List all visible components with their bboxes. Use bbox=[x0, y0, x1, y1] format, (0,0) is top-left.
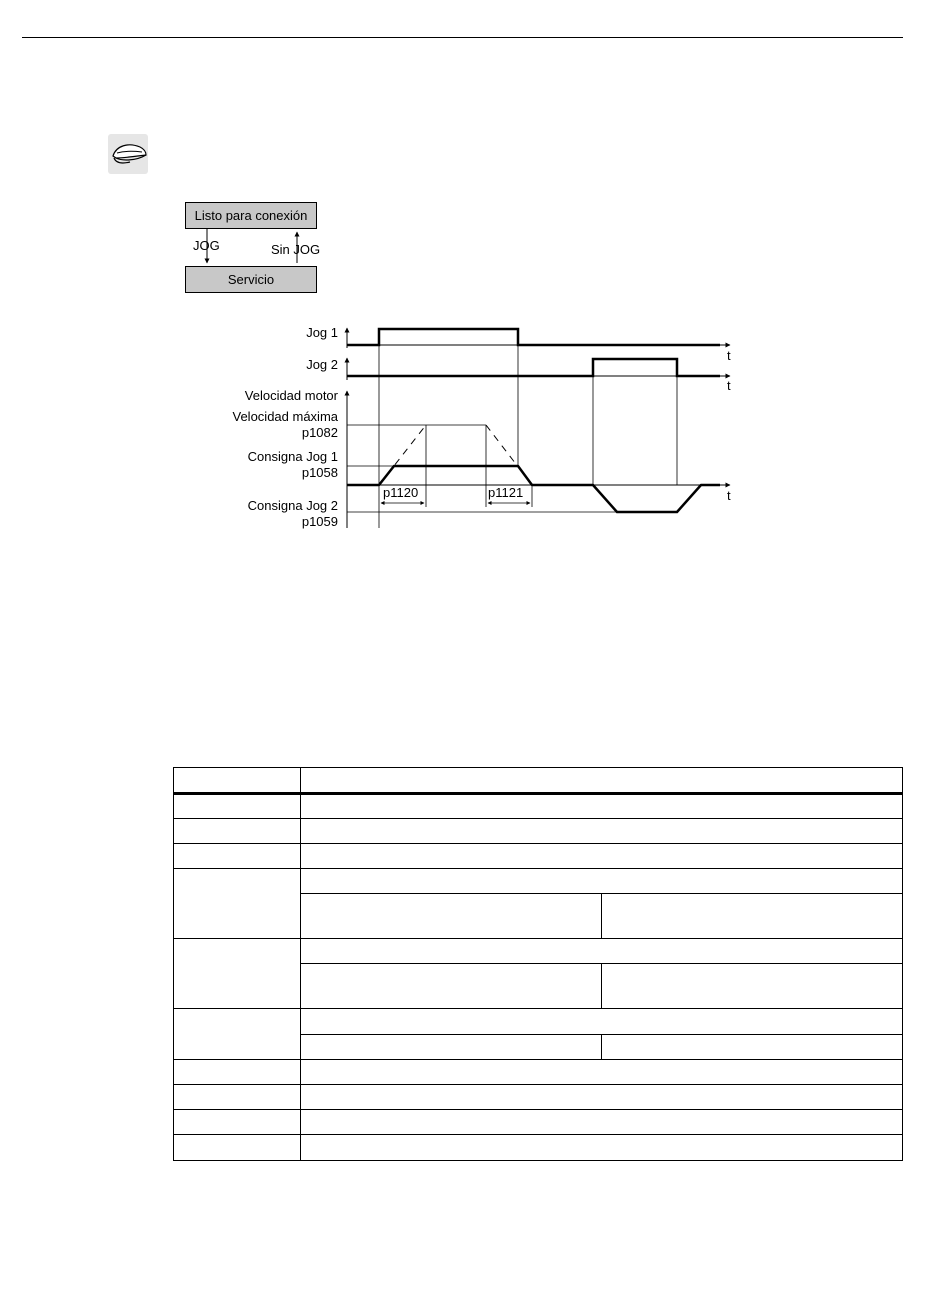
max-speed-param: p1082 bbox=[301, 425, 338, 440]
table-cell bbox=[301, 794, 903, 819]
table-cell bbox=[174, 794, 301, 819]
table-row bbox=[174, 1085, 903, 1110]
table-cell bbox=[174, 844, 301, 869]
table-cell bbox=[174, 768, 301, 794]
table-cell bbox=[301, 768, 903, 794]
jog2-setpoint-param: p1059 bbox=[301, 514, 338, 529]
jog1-t-label: t bbox=[727, 348, 731, 363]
table-cell bbox=[602, 1035, 903, 1060]
table-cell bbox=[301, 939, 903, 964]
jog2-setpoint-label: Consigna Jog 2 bbox=[247, 498, 338, 513]
transition-no-jog-label: Sin JOG bbox=[271, 242, 321, 257]
speed-t-label: t bbox=[727, 488, 731, 503]
table-cell bbox=[301, 1135, 903, 1161]
table-row bbox=[174, 939, 903, 964]
table-cell bbox=[174, 869, 301, 939]
table-cell bbox=[174, 1009, 301, 1060]
table-cell bbox=[174, 1135, 301, 1161]
max-speed-label: Velocidad máxima bbox=[232, 409, 338, 424]
table-cell bbox=[301, 869, 903, 894]
table-header-row bbox=[174, 768, 903, 794]
table-row bbox=[174, 1060, 903, 1085]
table-cell bbox=[602, 894, 903, 939]
table-cell bbox=[174, 1060, 301, 1085]
state-ready-box: Listo para conexión bbox=[185, 202, 317, 229]
table-row bbox=[174, 1135, 903, 1161]
table-cell bbox=[174, 1085, 301, 1110]
parameter-table bbox=[173, 767, 903, 1161]
table-cell bbox=[174, 819, 301, 844]
table-cell bbox=[301, 894, 602, 939]
table-cell bbox=[301, 1060, 903, 1085]
table-cell bbox=[301, 1035, 602, 1060]
jog1-setpoint-param: p1058 bbox=[301, 465, 338, 480]
table-cell bbox=[174, 1110, 301, 1135]
table-cell bbox=[301, 1085, 903, 1110]
transition-jog-label: JOG bbox=[193, 238, 220, 253]
table-row bbox=[174, 794, 903, 819]
table-row bbox=[174, 819, 903, 844]
table-row bbox=[174, 1110, 903, 1135]
motor-speed-label: Velocidad motor bbox=[244, 388, 338, 403]
ramp-down-param: p1121 bbox=[488, 485, 524, 500]
table-cell bbox=[301, 819, 903, 844]
ramp-up-param: p1120 bbox=[383, 485, 419, 500]
jog1-label: Jog 1 bbox=[306, 325, 338, 340]
table-cell bbox=[301, 964, 602, 1009]
jog2-t-label: t bbox=[727, 378, 731, 393]
table-cell bbox=[602, 964, 903, 1009]
table-cell bbox=[301, 1110, 903, 1135]
jog2-label: Jog 2 bbox=[306, 357, 338, 372]
jog2-signal bbox=[347, 359, 720, 376]
table-row bbox=[174, 869, 903, 894]
table-cell bbox=[301, 1009, 903, 1035]
table-cell bbox=[301, 844, 903, 869]
jog1-setpoint-label: Consigna Jog 1 bbox=[247, 449, 338, 464]
table-row bbox=[174, 844, 903, 869]
table-cell bbox=[174, 939, 301, 1009]
table-row bbox=[174, 1009, 903, 1035]
jog1-signal bbox=[347, 329, 720, 345]
state-service-box: Servicio bbox=[185, 266, 317, 293]
